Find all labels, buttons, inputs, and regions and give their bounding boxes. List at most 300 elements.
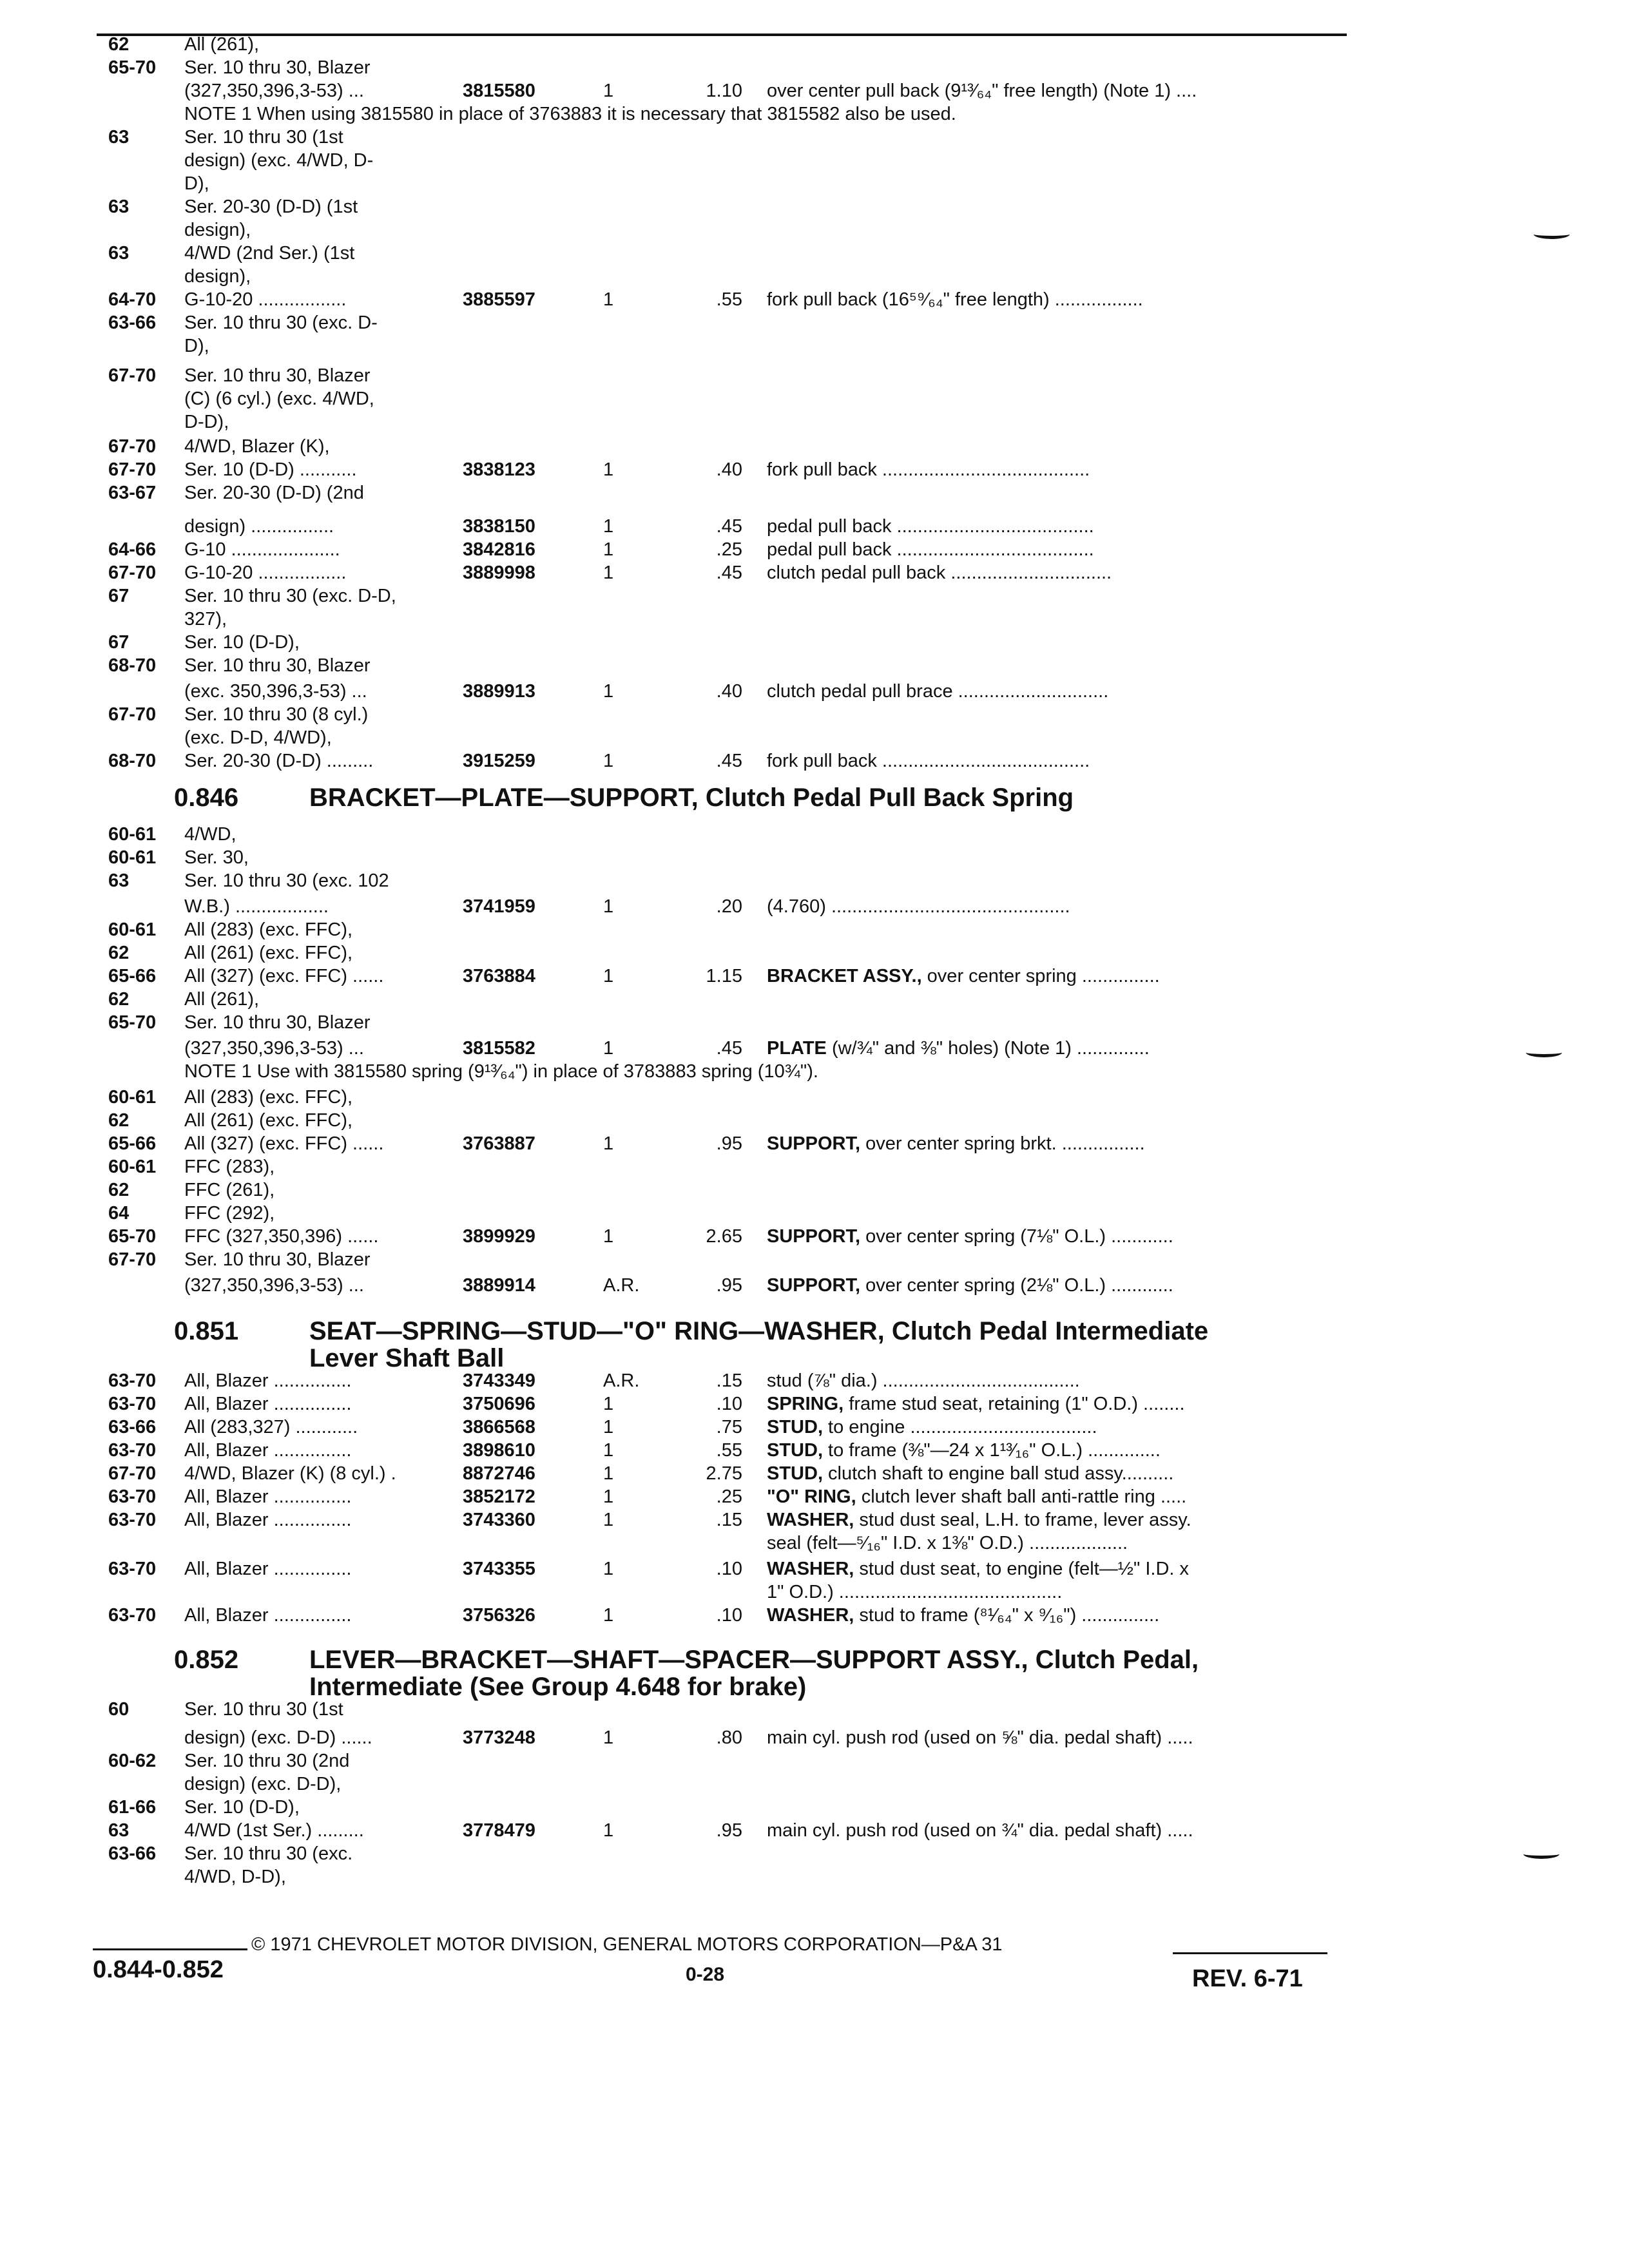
application: G-10-20 ................. [184, 562, 347, 583]
model-years: 67-70 [108, 365, 157, 386]
part-number: 3838150 [463, 516, 535, 537]
quantity: A.R. [603, 1370, 640, 1391]
model-years: 62 [108, 34, 130, 55]
price: .80 [716, 1727, 742, 1748]
table-row [0, 436, 1629, 457]
description: pedal pull back ...................................... [767, 539, 1094, 560]
description: SUPPORT, over center spring (2⅛" O.L.) ............ [767, 1275, 1173, 1296]
application: Ser. 10 (D-D), [184, 632, 300, 653]
table-row [0, 562, 1629, 584]
application: design) (exc. D-D) ...... [184, 1727, 372, 1748]
model-years: 67-70 [108, 459, 157, 480]
description: main cyl. push rod (used on ⅝" dia. pedal shaft) ..... [767, 1727, 1193, 1748]
table-row [0, 411, 1629, 433]
description: (4.760) .............................................. [767, 896, 1070, 917]
application: Ser. 10 thru 30, Blazer [184, 365, 371, 386]
part-number: 3756326 [463, 1605, 535, 1626]
table-row [0, 1843, 1629, 1865]
table-row [0, 80, 1629, 102]
part-number: 3763887 [463, 1133, 535, 1154]
application: All, Blazer ............... [184, 1605, 352, 1626]
model-years: 63-70 [108, 1605, 157, 1626]
table-row [0, 265, 1629, 287]
table-row [0, 34, 1629, 55]
quantity: 1 [603, 896, 614, 917]
part-number: 3842816 [463, 539, 535, 560]
footer-page-number: 0-28 [686, 1964, 725, 1985]
application: 4/WD, D-D), [184, 1867, 286, 1887]
part-number: 3743355 [463, 1559, 535, 1579]
quantity: 1 [603, 1226, 614, 1247]
application: (327,350,396,3-53) ... [184, 1038, 364, 1059]
table-row [0, 1486, 1629, 1508]
table-row [0, 219, 1629, 241]
part-number: 3915259 [463, 751, 535, 771]
description: WASHER, stud dust seal, L.H. to frame, lever assy. [767, 1510, 1191, 1530]
description: SUPPORT, over center spring (7⅛" O.L.) ............ [767, 1226, 1173, 1247]
application: 4/WD, [184, 824, 236, 845]
description: "O" RING, clutch lever shaft ball anti-rattle ring ..... [767, 1486, 1187, 1507]
table-row [0, 870, 1629, 892]
table-row [0, 1202, 1629, 1224]
quantity: A.R. [603, 1275, 640, 1296]
table-row [0, 312, 1629, 334]
group-number: 0.851 [174, 1317, 239, 1345]
application: Ser. 10 (D-D) ........... [184, 459, 357, 480]
table-row [0, 482, 1629, 504]
price: .10 [716, 1394, 742, 1414]
application: Ser. 10 thru 30, Blazer [184, 655, 371, 676]
model-years: 64 [108, 1203, 130, 1224]
table-row [0, 1604, 1629, 1626]
description: over center pull back (9¹³⁄₆₄" free length) (Note 1) .... [767, 81, 1197, 101]
description: fork pull back ........................................ [767, 751, 1090, 771]
application: (327,350,396,3-53) ... [184, 81, 364, 101]
price: .15 [716, 1370, 742, 1391]
description: fork pull back ........................................ [767, 459, 1090, 480]
application: G-10 ..................... [184, 539, 340, 560]
price: 2.75 [706, 1463, 742, 1484]
model-years: 63-67 [108, 483, 157, 503]
application: All (261) (exc. FFC), [184, 1110, 353, 1131]
note-text: NOTE 1 Use with 3815580 spring (9¹³⁄₆₄") in place of 3783883 spring (10¾"). [184, 1061, 818, 1082]
table-row [0, 1727, 1629, 1749]
table-row [0, 1773, 1629, 1795]
part-number: 3899929 [463, 1226, 535, 1247]
footer-group-range: 0.844-0.852 [93, 1956, 224, 1983]
table-row [0, 459, 1629, 481]
quantity: 1 [603, 1463, 614, 1484]
model-years: 60-61 [108, 824, 157, 845]
description: seal (felt—⁵⁄₁₆" I.D. x 1⅜" O.D.) ................... [767, 1533, 1128, 1553]
application: FFC (292), [184, 1203, 275, 1224]
table-row [0, 1225, 1629, 1247]
table-row [0, 1179, 1629, 1201]
group-header [0, 1644, 1629, 1675]
table-row [0, 335, 1629, 357]
table-row [0, 242, 1629, 264]
part-number: 3815580 [463, 81, 535, 101]
table-row [0, 1110, 1629, 1131]
table-row [0, 608, 1629, 630]
application: All, Blazer ............... [184, 1394, 352, 1414]
application: (exc. D-D, 4/WD), [184, 727, 332, 748]
price: .45 [716, 516, 742, 537]
model-years: 60-61 [108, 847, 157, 868]
table-row [0, 539, 1629, 561]
table-row [0, 823, 1629, 845]
model-years: 63 [108, 197, 130, 217]
model-years: 67 [108, 586, 130, 606]
table-row [0, 365, 1629, 387]
model-years: 62 [108, 943, 130, 963]
table-row [0, 1370, 1629, 1392]
application: Ser. 30, [184, 847, 249, 868]
application: FFC (261), [184, 1180, 275, 1200]
price: .45 [716, 562, 742, 583]
quantity: 1 [603, 81, 614, 101]
table-row [0, 289, 1629, 311]
quantity: 1 [603, 1605, 614, 1626]
quantity: 1 [603, 1559, 614, 1579]
part-number: 3889913 [463, 681, 535, 702]
application: D), [184, 336, 209, 356]
model-years: 65-70 [108, 57, 157, 78]
table-row [0, 173, 1629, 195]
application: (C) (6 cyl.) (exc. 4/WD, [184, 389, 374, 409]
price: .10 [716, 1559, 742, 1579]
table-row [0, 1086, 1629, 1108]
part-number: 3773248 [463, 1727, 535, 1748]
part-number: 3889998 [463, 562, 535, 583]
price: .95 [716, 1820, 742, 1841]
model-years: 65-70 [108, 1012, 157, 1033]
table-row [0, 1820, 1629, 1841]
page-edge-mark [1526, 1048, 1562, 1057]
price: .20 [716, 896, 742, 917]
model-years: 63 [108, 243, 130, 264]
table-row [0, 585, 1629, 607]
table-row [0, 704, 1629, 726]
table-row [0, 680, 1629, 702]
model-years: 68-70 [108, 751, 157, 771]
application: Ser. 10 thru 30 (2nd [184, 1751, 350, 1771]
table-row [0, 149, 1629, 171]
description: clutch pedal pull back ............................... [767, 562, 1112, 583]
quantity: 1 [603, 1417, 614, 1437]
note-text: NOTE 1 When using 3815580 in place of 3763883 it is necessary that 3815582 also be used. [184, 104, 956, 124]
application: All (283) (exc. FFC), [184, 1087, 353, 1108]
model-years: 62 [108, 1180, 130, 1200]
group-title-continued: Intermediate (See Group 4.648 for brake) [309, 1673, 807, 1701]
model-years: 65-66 [108, 966, 157, 986]
model-years: 63-70 [108, 1559, 157, 1579]
table-row [0, 631, 1629, 653]
application: FFC (327,350,396) ...... [184, 1226, 379, 1247]
price: .45 [716, 1038, 742, 1059]
part-number: 3898610 [463, 1440, 535, 1461]
application: All, Blazer ............... [184, 1370, 352, 1391]
price: .25 [716, 539, 742, 560]
description: WASHER, stud dust seat, to engine (felt—½" I.D. x [767, 1559, 1190, 1579]
quantity: 1 [603, 516, 614, 537]
table-row [0, 1463, 1629, 1485]
table-row [0, 847, 1629, 869]
price: .95 [716, 1133, 742, 1154]
model-years: 63-70 [108, 1440, 157, 1461]
application: Ser. 10 thru 30, Blazer [184, 57, 371, 78]
application: Ser. 10 thru 30, Blazer [184, 1249, 371, 1270]
model-years: 64-66 [108, 539, 157, 560]
quantity: 1 [603, 681, 614, 702]
application: All, Blazer ............... [184, 1510, 352, 1530]
price: .75 [716, 1417, 742, 1437]
application: Ser. 10 (D-D), [184, 1797, 300, 1818]
table-row [0, 1509, 1629, 1531]
model-years: 67-70 [108, 704, 157, 725]
application: 4/WD, Blazer (K), [184, 436, 330, 457]
model-years: 67-70 [108, 436, 157, 457]
application: Ser. 10 thru 30 (exc. 102 [184, 870, 389, 891]
table-row [0, 1532, 1629, 1554]
model-years: 67-70 [108, 1463, 157, 1484]
model-years: 63-66 [108, 1417, 157, 1437]
price: 1.10 [706, 81, 742, 101]
application: Ser. 10 thru 30 (1st [184, 1699, 343, 1720]
application: 4/WD, Blazer (K) (8 cyl.) . [184, 1463, 396, 1484]
table-row [0, 1012, 1629, 1033]
model-years: 63 [108, 870, 130, 891]
description: pedal pull back ...................................... [767, 516, 1094, 537]
group-header [0, 782, 1629, 813]
group-title: BRACKET—PLATE—SUPPORT, Clutch Pedal Pull Back Spring [309, 783, 1074, 812]
application: (327,350,396,3-53) ... [184, 1275, 364, 1296]
model-years: 67 [108, 632, 130, 653]
application: W.B.) .................. [184, 896, 329, 917]
group-title: SEAT—SPRING—STUD—"O" RING—WASHER, Clutch Pedal Intermediate [309, 1317, 1209, 1345]
table-row [0, 388, 1629, 410]
application: Ser. 10 thru 30 (8 cyl.) [184, 704, 369, 725]
quantity: 1 [603, 1486, 614, 1507]
group-number: 0.846 [174, 783, 239, 812]
model-years: 63-70 [108, 1394, 157, 1414]
table-row [0, 1133, 1629, 1155]
price: .55 [716, 1440, 742, 1461]
price: .55 [716, 289, 742, 310]
model-years: 63-70 [108, 1370, 157, 1391]
model-years: 60-61 [108, 1157, 157, 1177]
application: Ser. 20-30 (D-D) (2nd [184, 483, 364, 503]
table-row [0, 942, 1629, 964]
quantity: 1 [603, 459, 614, 480]
model-years: 60 [108, 1699, 130, 1720]
application: design), [184, 266, 251, 287]
price: .10 [716, 1605, 742, 1626]
price: .40 [716, 459, 742, 480]
application: All, Blazer ............... [184, 1559, 352, 1579]
application: D-D), [184, 412, 229, 432]
table-row [0, 196, 1629, 218]
application: 327), [184, 609, 227, 629]
model-years: 65-66 [108, 1133, 157, 1154]
table-row [0, 1249, 1629, 1271]
page-edge-mark [1523, 1849, 1559, 1859]
application: Ser. 10 thru 30 (exc. D- [184, 312, 378, 333]
table-row [0, 1796, 1629, 1818]
description: WASHER, stud to frame (⁸¹⁄₆₄" x ⁹⁄₁₆") ............... [767, 1605, 1160, 1626]
application: Ser. 10 thru 30 (1st [184, 127, 343, 148]
model-years: 63-70 [108, 1510, 157, 1530]
application: All (283) (exc. FFC), [184, 919, 353, 940]
application: design) ................ [184, 516, 334, 537]
price: 1.15 [706, 966, 742, 986]
table-row [0, 1581, 1629, 1603]
application: All (327) (exc. FFC) ...... [184, 966, 384, 986]
table-row [0, 1037, 1629, 1059]
model-years: 60-61 [108, 919, 157, 940]
application: All (283,327) ............ [184, 1417, 358, 1437]
model-years: 63 [108, 127, 130, 148]
group-header [0, 1316, 1629, 1347]
price: .25 [716, 1486, 742, 1507]
price: 2.65 [706, 1226, 742, 1247]
quantity: 1 [603, 1820, 614, 1841]
part-number: 3743360 [463, 1510, 535, 1530]
part-number: 3763884 [463, 966, 535, 986]
table-row [0, 727, 1629, 749]
application: Ser. 20-30 (D-D) (1st [184, 197, 358, 217]
description: BRACKET ASSY., over center spring ............... [767, 966, 1160, 986]
application: design) (exc. 4/WD, D- [184, 150, 374, 171]
table-row [0, 919, 1629, 941]
application: All (261) (exc. FFC), [184, 943, 353, 963]
application: Ser. 10 thru 30, Blazer [184, 1012, 371, 1033]
part-number: 3852172 [463, 1486, 535, 1507]
table-row [0, 1156, 1629, 1178]
quantity: 1 [603, 1440, 614, 1461]
table-row [0, 1698, 1629, 1720]
footer-rule-right [1173, 1952, 1327, 1954]
table-row [0, 1558, 1629, 1580]
group-title: LEVER—BRACKET—SHAFT—SPACER—SUPPORT ASSY., Clutch Pedal, [309, 1646, 1199, 1674]
table-row [0, 655, 1629, 677]
description: STUD, to frame (⅜"—24 x 1¹³⁄₁₆" O.L.) .............. [767, 1440, 1161, 1461]
description: stud (⅞" dia.) ...................................... [767, 1370, 1080, 1391]
page-edge-mark [1534, 229, 1570, 239]
model-years: 64-70 [108, 289, 157, 310]
model-years: 60-62 [108, 1751, 157, 1771]
quantity: 1 [603, 751, 614, 771]
price: .15 [716, 1510, 742, 1530]
description: main cyl. push rod (used on ¾" dia. pedal shaft) ..... [767, 1820, 1193, 1841]
table-row [0, 515, 1629, 537]
table-row [0, 57, 1629, 79]
quantity: 1 [603, 1133, 614, 1154]
table-row [0, 1274, 1629, 1296]
model-years: 63-66 [108, 1843, 157, 1864]
application: All (327) (exc. FFC) ...... [184, 1133, 384, 1154]
application: 4/WD (2nd Ser.) (1st [184, 243, 355, 264]
quantity: 1 [603, 966, 614, 986]
footer-revision: REV. 6-71 [1192, 1965, 1303, 1992]
model-years: 67-70 [108, 562, 157, 583]
model-years: 68-70 [108, 655, 157, 676]
model-years: 65-70 [108, 1226, 157, 1247]
application: Ser. 10 thru 30 (exc. [184, 1843, 353, 1864]
part-number: 3743349 [463, 1370, 535, 1391]
quantity: 1 [603, 1038, 614, 1059]
application: design) (exc. D-D), [184, 1774, 342, 1794]
description: STUD, clutch shaft to engine ball stud assy.......... [767, 1463, 1174, 1484]
application: Ser. 20-30 (D-D) ......... [184, 751, 374, 771]
model-years: 60-61 [108, 1087, 157, 1108]
price: .45 [716, 751, 742, 771]
model-years: 62 [108, 1110, 130, 1131]
quantity: 1 [603, 539, 614, 560]
table-row [0, 1439, 1629, 1461]
application: D), [184, 173, 209, 194]
table-row [0, 965, 1629, 987]
model-years: 62 [108, 989, 130, 1010]
footer-rule-left [93, 1948, 247, 1950]
application: G-10-20 ................. [184, 289, 347, 310]
footer-copyright: © 1971 CHEVROLET MOTOR DIVISION, GENERAL MOTORS CORPORATION—P&A 31 [251, 1934, 1003, 1955]
table-row [0, 1393, 1629, 1415]
application: FFC (283), [184, 1157, 275, 1177]
part-number: 8872746 [463, 1463, 535, 1484]
price: .40 [716, 681, 742, 702]
part-number: 3815582 [463, 1038, 535, 1059]
application: (exc. 350,396,3-53) ... [184, 681, 367, 702]
price: .95 [716, 1275, 742, 1296]
quantity: 1 [603, 289, 614, 310]
quantity: 1 [603, 1394, 614, 1414]
application: All, Blazer ............... [184, 1486, 352, 1507]
table-row [0, 896, 1629, 918]
table-row [0, 1416, 1629, 1438]
part-number: 3750696 [463, 1394, 535, 1414]
quantity: 1 [603, 1727, 614, 1748]
part-number: 3838123 [463, 459, 535, 480]
description: SPRING, frame stud seat, retaining (1" O.D.) ........ [767, 1394, 1185, 1414]
application: All, Blazer ............... [184, 1440, 352, 1461]
table-row [0, 988, 1629, 1010]
quantity: 1 [603, 1510, 614, 1530]
description: clutch pedal pull brace ............................. [767, 681, 1109, 702]
application: 4/WD (1st Ser.) ......... [184, 1820, 364, 1841]
part-number: 3885597 [463, 289, 535, 310]
model-years: 63-66 [108, 312, 157, 333]
part-number: 3889914 [463, 1275, 535, 1296]
part-number: 3778479 [463, 1820, 535, 1841]
group-number: 0.852 [174, 1646, 239, 1674]
description: 1" O.D.) ........................................... [767, 1582, 1063, 1602]
model-years: 61-66 [108, 1797, 157, 1818]
description: SUPPORT, over center spring brkt. ................ [767, 1133, 1145, 1154]
part-number: 3741959 [463, 896, 535, 917]
application: All (261), [184, 34, 260, 55]
description: PLATE (w/¾" and ⅜" holes) (Note 1) .............. [767, 1038, 1150, 1059]
part-number: 3866568 [463, 1417, 535, 1437]
application: design), [184, 220, 251, 240]
model-years: 67-70 [108, 1249, 157, 1270]
application: All (261), [184, 989, 260, 1010]
table-row [0, 750, 1629, 772]
table-row [0, 1750, 1629, 1772]
table-row [0, 126, 1629, 148]
description: fork pull back (16⁵⁹⁄₆₄" free length) ................. [767, 289, 1143, 310]
table-row [0, 1866, 1629, 1888]
